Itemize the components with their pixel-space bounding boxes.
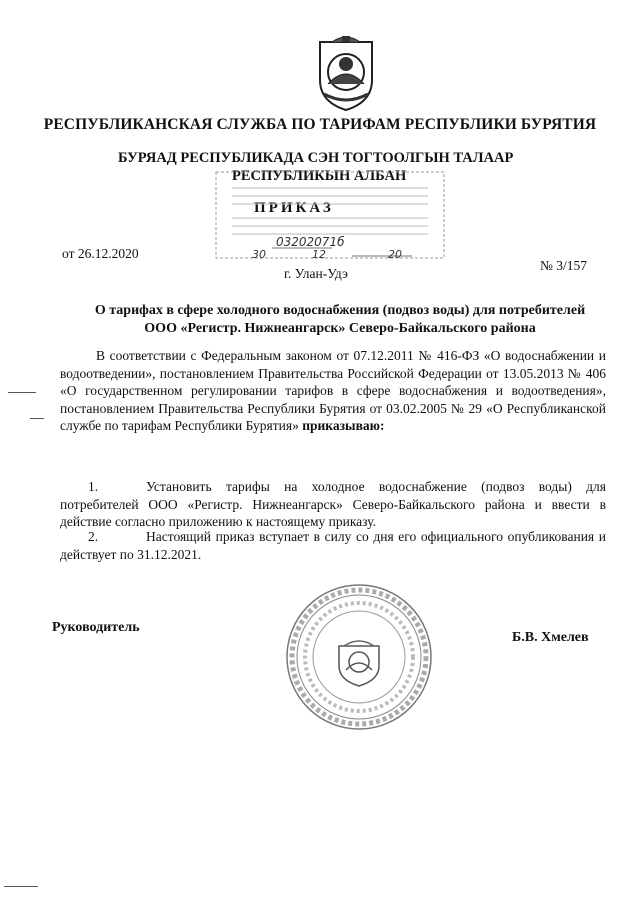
registration-day: 30 (252, 248, 266, 260)
order-item (60, 478, 606, 531)
coat-of-arms-icon (314, 34, 378, 112)
signer-name: Б.В. Хмелев (512, 630, 589, 645)
margin-mark (30, 418, 44, 419)
item-text: Настоящий приказ вступает в силу со дня его официального опубликования и действует по 31.12.2021. (60, 529, 606, 562)
item-text: Установить тарифы на холодное водоснабжение (подвоз воды) для потребителей ООО «Регистр. Нижнеангарск» Северо-Байкальского района и ввести в действие согласно приложению к настоящему приказу. (60, 479, 606, 529)
document-type: ПРИКАЗ (254, 200, 334, 216)
margin-mark (8, 392, 36, 393)
document-title (60, 302, 620, 338)
margin-mark (4, 886, 38, 887)
official-seal (284, 582, 434, 732)
organization-name-bur-line1: БУРЯАД РЕСПУБЛИКАДА СЭН ТОГТООЛГЫН ТАЛААР (118, 150, 514, 166)
order-word: приказываю: (302, 418, 385, 433)
registration-year: 20 (388, 248, 402, 260)
preamble-paragraph (60, 347, 606, 435)
registration-number: 03202071б (276, 235, 345, 249)
order-item (60, 528, 606, 563)
registration-month: 12 (312, 248, 326, 260)
document-number: № 3/157 (540, 258, 588, 273)
date-prefix: от (62, 246, 75, 261)
date-value: 26.12.2020 (77, 246, 139, 261)
document-city: г. Улан-Удэ (284, 266, 348, 281)
item-number: 2. (88, 529, 99, 544)
document-date (62, 246, 139, 262)
organization-name-bur-line2: РЕСПУБЛИКЫН АЛБАН (232, 168, 407, 184)
item-number: 1. (88, 479, 99, 494)
signer-title: Руководитель (52, 620, 140, 635)
organization-name-ru: РЕСПУБЛИКАНСКАЯ СЛУЖБА ПО ТАРИФАМ РЕСПУБЛИКИ БУРЯТИЯ (43, 116, 597, 133)
title-line2: ООО «Регистр. Нижнеангарск» Северо-Байкальского района (144, 321, 536, 336)
registration-stamp (212, 170, 448, 260)
title-line1: О тарифах в сфере холодного водоснабжения (подвоз воды) для потребителей (94, 303, 586, 318)
preamble-text: В соответствии с Федеральным законом от 07.12.2011 № 416-ФЗ «О водоснабжении и водоотведении», постановлением Правительства Российской Федерации от 13.05.2013 № 406 «О государственном регулировании тарифов в сфере водоснабжения и водоотведения», постановлением Правительства Республики Бурятия от 03.02.2005 № 29 «О Республиканской службе по тарифам Республики Бурятия» (60, 348, 606, 433)
